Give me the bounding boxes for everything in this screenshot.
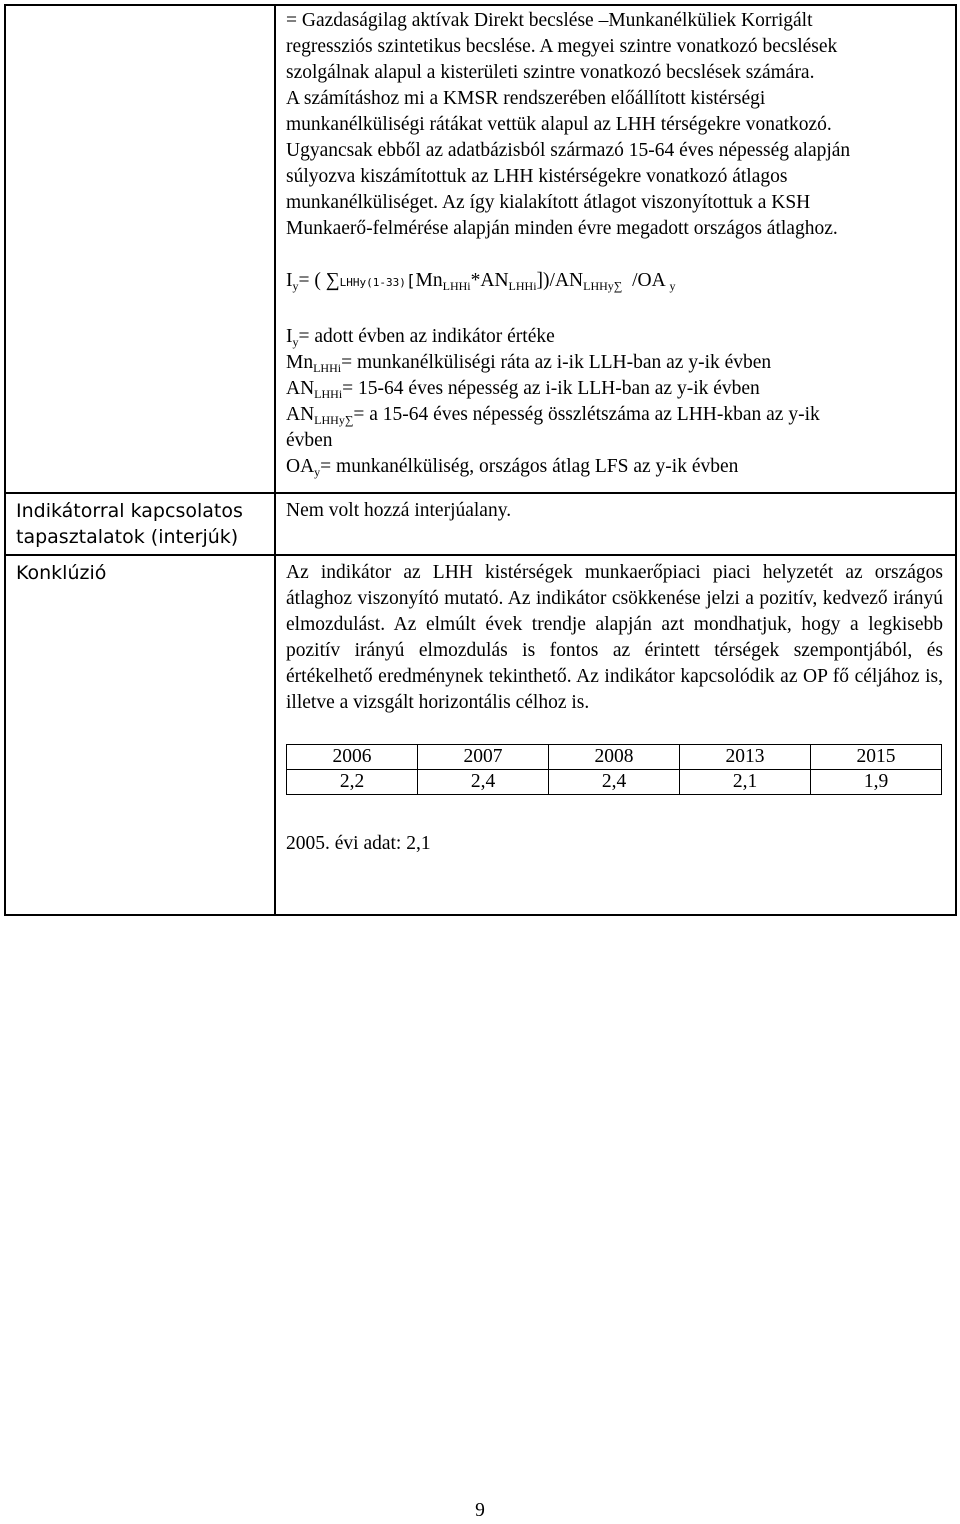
sum-symbol: ∑ — [325, 270, 340, 291]
method-content-cell — [275, 5, 956, 493]
definition-an-total: $AN_{LHHy\sum}= a$ 15-64 éves népesség összlétszáma az LHH-kban az y-ik — [286, 404, 820, 427]
value-cell: 2,1 — [680, 770, 811, 795]
method-line: Ugyancsak ebből az adatbázisból származó 15-64 éves népesség alapján — [286, 140, 851, 161]
year-cell: 2006 — [287, 745, 418, 770]
method-line: Munkaerő-felmérése alapján minden évre megadott országos átlaghoz. — [286, 218, 838, 239]
value-cell: 2,4 — [549, 770, 680, 795]
value-cell: 2,2 — [287, 770, 418, 795]
method-row — [5, 5, 956, 493]
interview-label-cell — [5, 493, 275, 555]
year-cell: 2015 — [811, 745, 942, 770]
conclusion-label: Konklúzió — [16, 562, 107, 584]
method-line: súlyozva kiszámítottuk az LHH kistérségekre vonatkozó átlagos — [286, 166, 788, 187]
method-line: A számításhoz mi a KMSR rendszerében előállított kistérségi — [286, 88, 766, 109]
indicator-formula: $I_y=$ ( $\sum LHHy(1-33)[Mn_{LHHi}*AN_{LHHi}])/AN_{LHHy\sum}$ /OA $_y$ — [286, 270, 676, 293]
year-cell: 2008 — [549, 745, 680, 770]
indicator-values-table — [286, 744, 942, 795]
indicator-table — [4, 4, 957, 916]
method-description — [276, 6, 955, 480]
value-cell: 2,4 — [418, 770, 549, 795]
conclusion-text: Az indikátor az LHH kistérségek munkaerőpiaci piaci helyzetét az országos átlaghoz viszonyító mutató. Az indikátor csökkenése jelzi a pozitív, kedvező irányú elmozdulást. Az elmúlt évek trendje alapján azt mondhatjuk, hogy a legkisebb pozitív irányú elmozdulás is fontos az érintett térségek szempontjából, és értékelhető eredménynek tekinthető. Az indikátor kapcsolódik az OP fő céljához is, illetve a vizsgált horizontális célhoz is. — [286, 562, 943, 713]
interview-text: Nem volt hozzá interjúalany. — [286, 500, 512, 521]
definition-mn: $Mn_{LHHi}=$ munkanélküliségi ráta az i-ik LLH-ban az y-ik évben — [286, 352, 772, 375]
years-row — [287, 745, 942, 770]
method-label-cell — [5, 5, 275, 493]
definition-an: $AN_{LHHi}= 15-64$ éves népesség az i-ik LLH-ban az y-ik évben — [286, 378, 760, 401]
method-line: = Gazdaságilag aktívak Direkt becslése –Munkanélküliek Korrigált — [286, 10, 813, 31]
definition-an-total-cont: évben — [286, 430, 333, 451]
method-line: regressziós szintetikus becslése. A megyei szintre vonatkozó becslések — [286, 36, 838, 57]
interview-content-cell — [275, 493, 956, 555]
definition-oa: $OA_y=$ munkanélküliség, országos átlag LFS az y-ik évben — [286, 456, 739, 479]
method-line: szolgálnak alapul a kisterületi szintre vonatkozó becslések számára. — [286, 62, 815, 83]
interview-row — [5, 493, 956, 555]
method-line: munkanélküliséget. Az így kialakított átlagot viszonyítottuk a KSH — [286, 192, 811, 213]
values-row — [287, 770, 942, 795]
conclusion-content-cell — [275, 555, 956, 915]
year-cell: 2013 — [680, 745, 811, 770]
footnote: 2005. évi adat: 2,1 — [286, 833, 431, 854]
conclusion-label-cell — [5, 555, 275, 915]
value-cell: 1,9 — [811, 770, 942, 795]
method-line: munkanélküliségi rátákat vettük alapul az LHH térségekre vonatkozó. — [286, 114, 832, 135]
year-cell: 2007 — [418, 745, 549, 770]
conclusion-row — [5, 555, 956, 915]
page-number: 9 — [475, 1500, 485, 1521]
definition-iy: $I_y=$ adott évben az indikátor értéke — [286, 326, 555, 349]
formula-definitions — [286, 324, 943, 480]
interview-label: Indikátorral kapcsolatos tapasztalatok (interjúk) — [16, 500, 243, 548]
